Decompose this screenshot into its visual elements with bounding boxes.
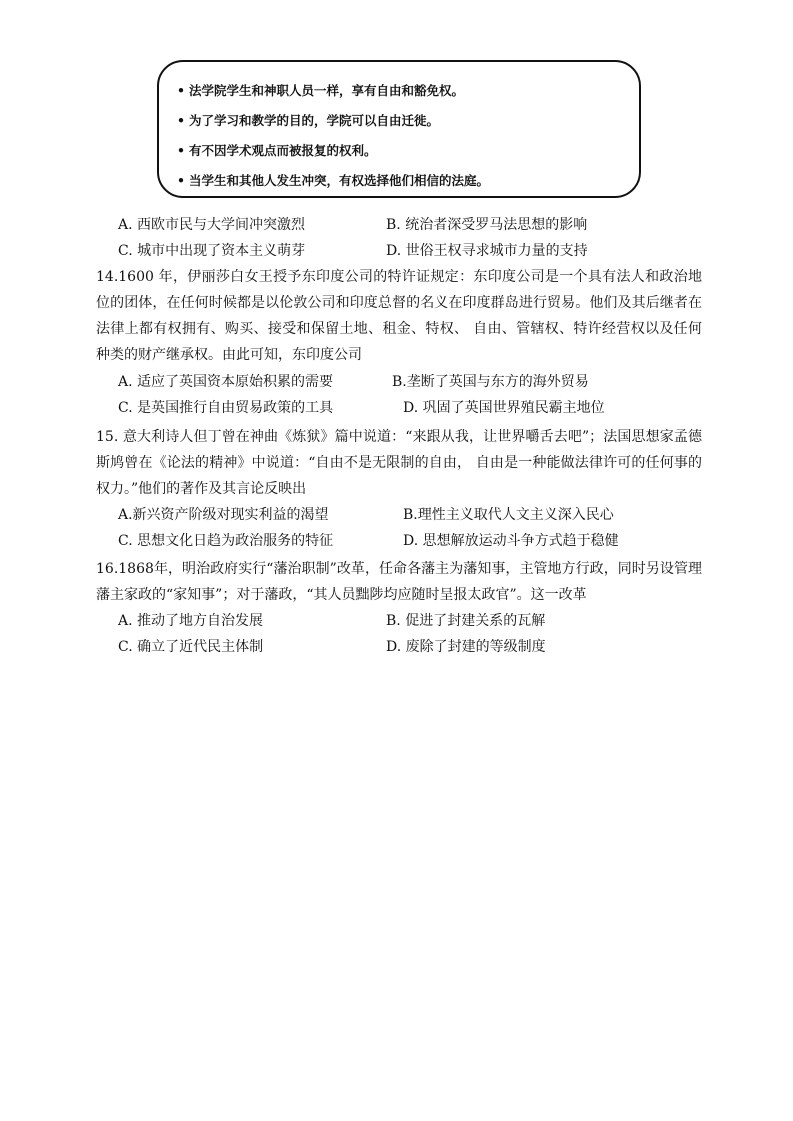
- option-a: A. 西欧市民与大学间冲突激烈: [118, 217, 306, 233]
- quote-bullet: • 有不因学术观点而被报复的权利。: [177, 143, 377, 158]
- option-b: B.理性主义取代人文主义深入民心: [403, 507, 614, 523]
- quote-bullet: • 为了学习和教学的目的，学院可以自由迁徙。: [177, 113, 440, 128]
- option-c: C. 思想文化日趋为政治服务的特征: [118, 533, 334, 549]
- option-d: D. 废除了封建的等级制度: [386, 639, 546, 655]
- option-b: B. 统治者深受罗马法思想的影响: [386, 217, 588, 233]
- q16-options: [118, 608, 718, 660]
- quote-bullet: • 法学院学生和神职人员一样，享有自由和豁免权。: [177, 83, 465, 98]
- question-stem: 15. 意大利诗人但丁曾在神曲《炼狱》篇中说道：“来跟从我，让世界嚼舌去吧”；法国思想家孟德斯鸠曾在《论法的精神》中说道：“自由不是无限制的自由， 自由是一种能做法律许可的任何事的权力。”他们的著作及其言论反映出: [96, 429, 702, 497]
- option-b: B. 促进了封建关系的瓦解: [386, 613, 546, 629]
- option-a: A.新兴资产阶级对现实利益的渴望: [118, 507, 329, 523]
- option-d: D. 世俗王权寻求城市力量的支持: [386, 243, 588, 259]
- option-c: C. 确立了近代民主体制: [118, 639, 264, 655]
- question-15: [96, 424, 702, 502]
- option-c: C. 城市中出现了资本主义萌芽: [118, 243, 306, 259]
- q15-options: [118, 502, 718, 554]
- option-a: A. 推动了地方自治发展: [118, 613, 264, 629]
- question-16: [96, 556, 702, 608]
- quote-box: [157, 60, 641, 198]
- quote-bullet: • 当学生和其他人发生冲突，有权选择他们相信的法庭。: [177, 173, 490, 188]
- q13-options: [118, 212, 718, 264]
- q14-options: [118, 369, 718, 421]
- question-stem: 16.1868年，明治政府实行“藩治职制”改革，任命各藩主为藩知事，主管地方行政，同时另设管理藩主家政的“家知事”；对于藩政，“其人员黜陟均应随时呈报太政官”。这一改革: [96, 561, 702, 603]
- question-14: [96, 264, 702, 368]
- option-b: B.垄断了英国与东方的海外贸易: [392, 374, 589, 390]
- question-stem: 14.1600 年，伊丽莎白女王授予东印度公司的特许证规定：东印度公司是一个具有法人和政治地位的团体，在任何时候都是以伦敦公司和印度总督的名义在印度群岛进行贸易。他们及其后继者在法律上都有权拥有、购买、接受和保留土地、租金、特权、 自由、管辖权、特许经营权以及任何种类的财产继承权。由此可知，东印度公司: [96, 269, 702, 363]
- option-c: C. 是英国推行自由贸易政策的工具: [118, 400, 334, 416]
- option-d: D. 思想解放运动斗争方式趋于稳健: [403, 533, 619, 549]
- option-d: D. 巩固了英国世界殖民霸主地位: [403, 400, 605, 416]
- option-a: A. 适应了英国资本原始积累的需要: [118, 374, 334, 390]
